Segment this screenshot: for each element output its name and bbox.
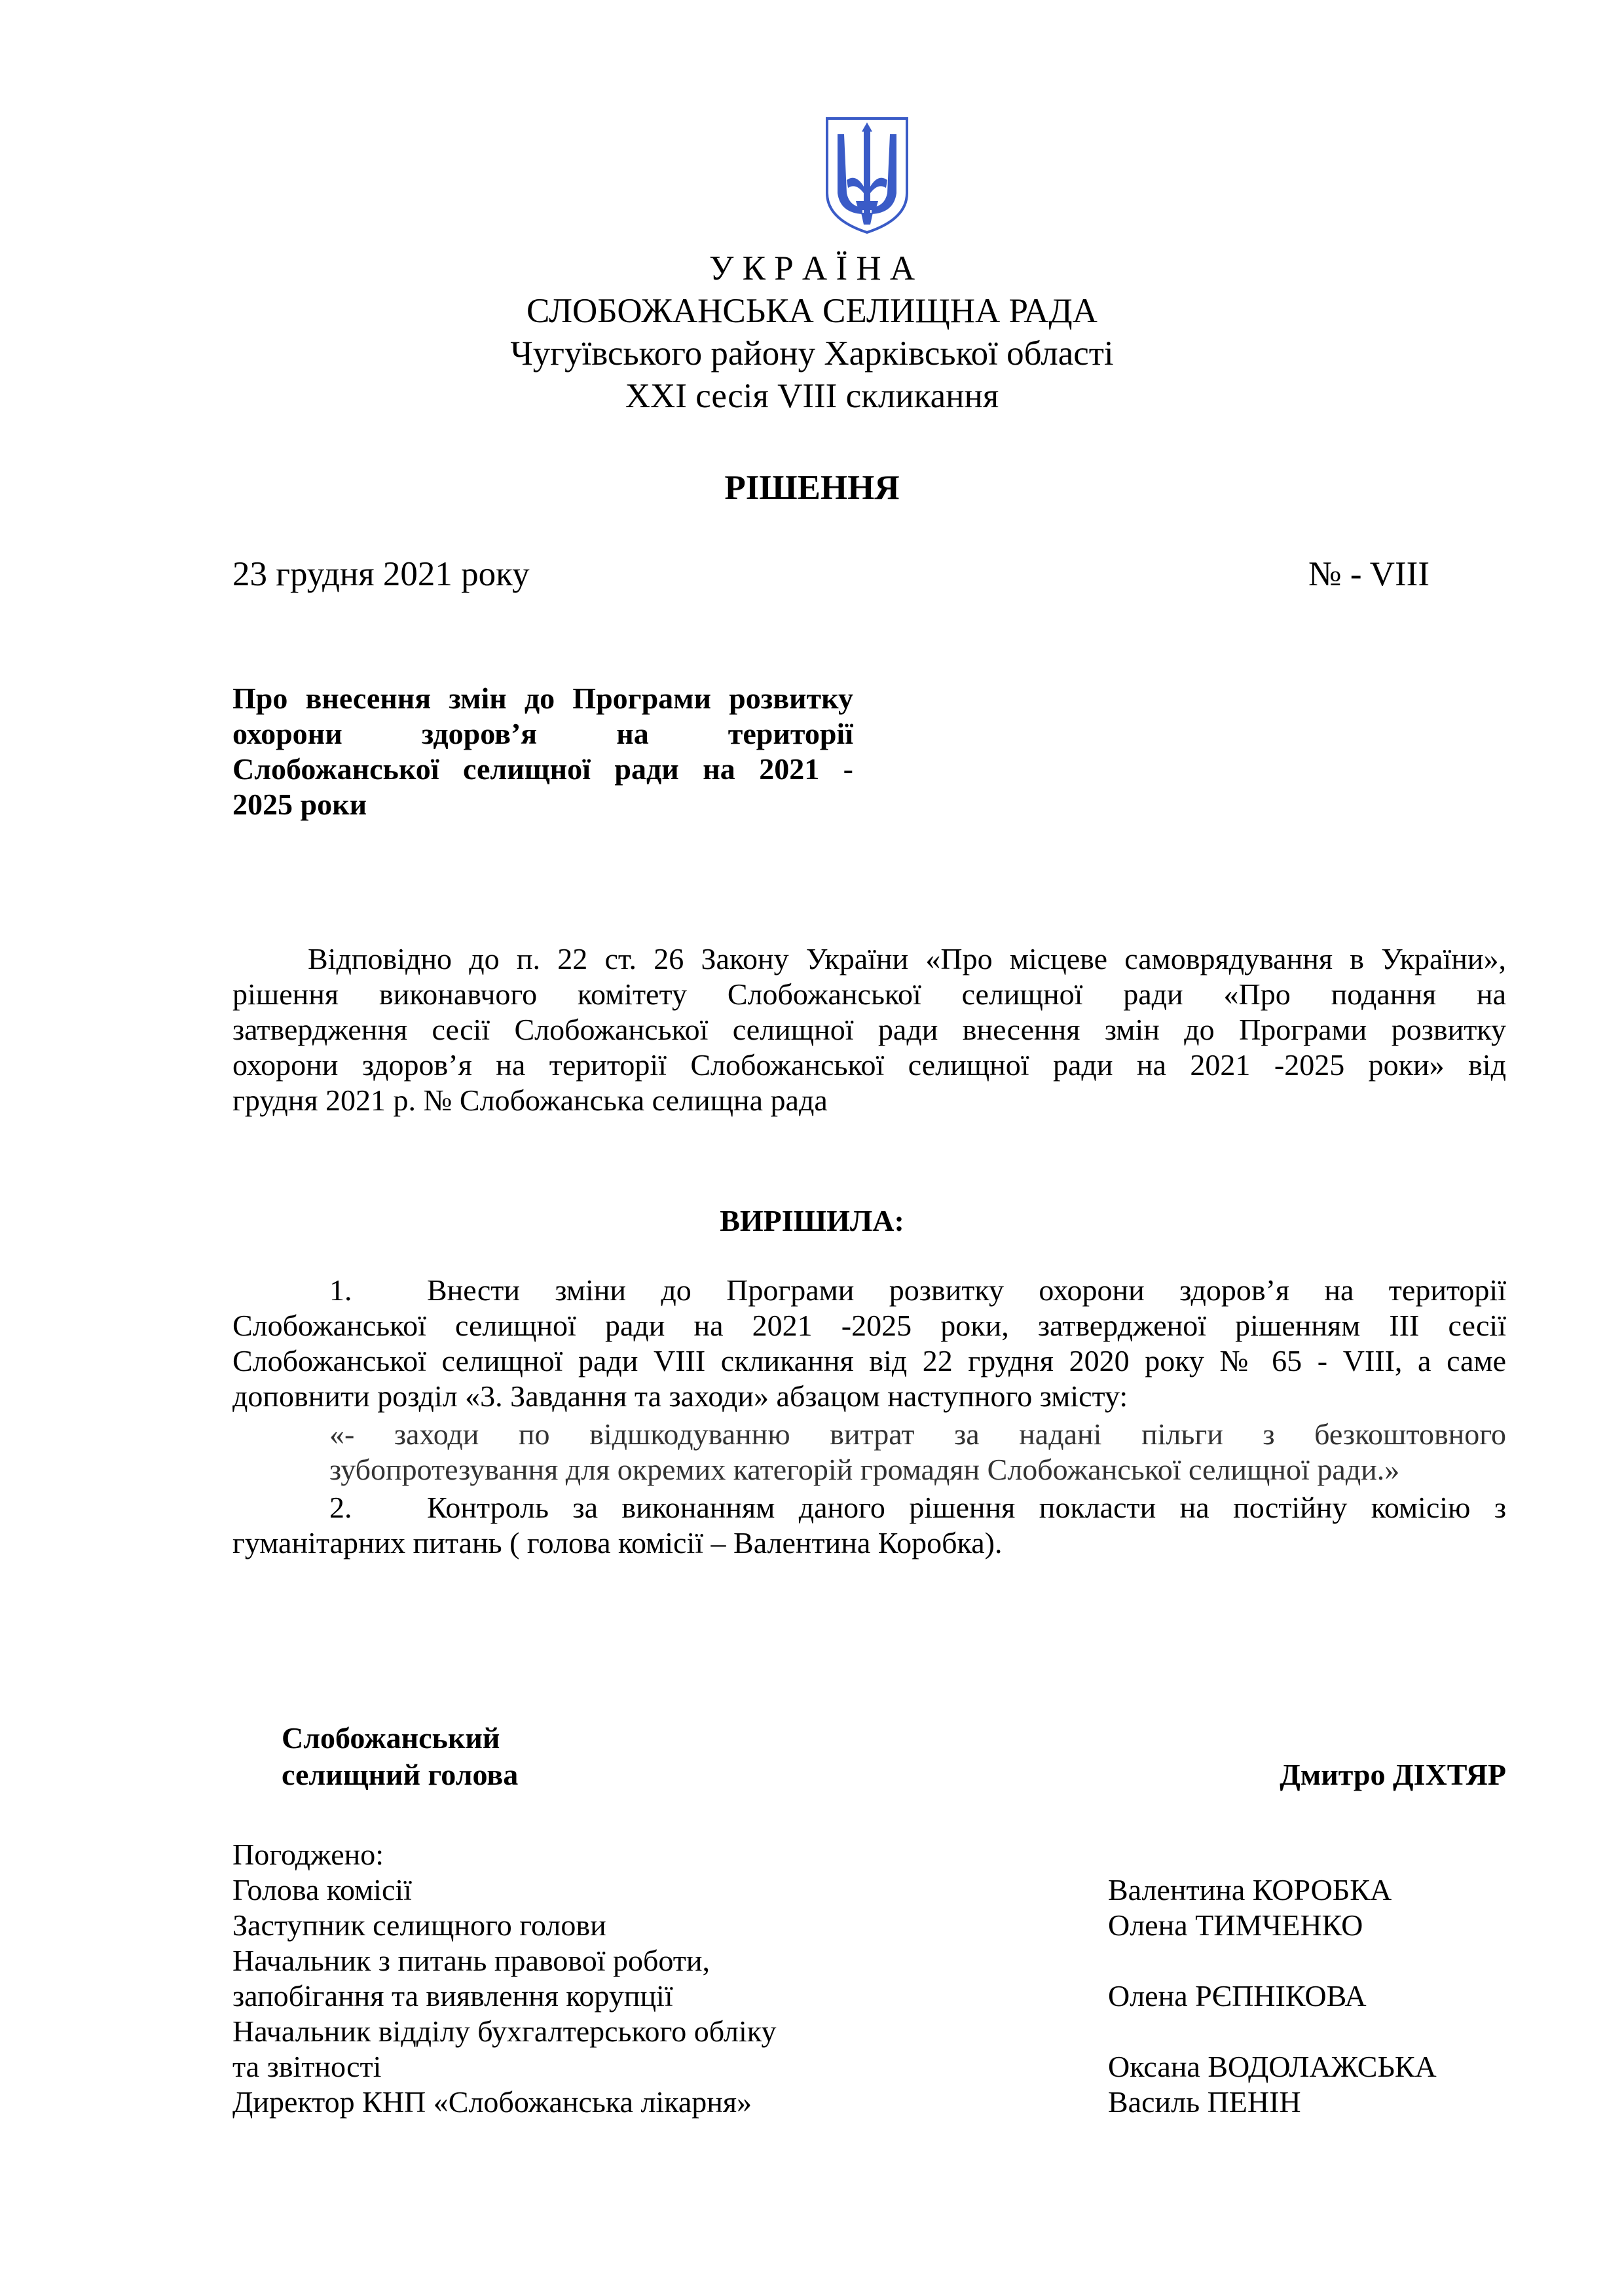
signatory-title: Слобожанський <box>282 1721 500 1755</box>
item1-line: Внести зміни до Програми розвитку охорони здоров’я на території <box>427 1273 1506 1307</box>
approval-position: Заступник селищного голови <box>232 1908 606 1942</box>
approval-position: Директор КНП «Слобожанська лікарня» <box>232 2085 752 2119</box>
approval-position: запобігання та виявлення корупції <box>232 1979 673 2013</box>
preamble-line: рішення виконавчого комітету Слобожанської селищної ради «Про подання на <box>232 977 1506 1011</box>
item2-line: гуманітарних питань ( голова комісії – Валентина Коробка). <box>232 1526 1003 1559</box>
subject-line: 2025 роки <box>232 788 367 821</box>
signatory-title: селищний голова <box>282 1758 519 1791</box>
decided-heading: ВИРІШИЛА: <box>720 1204 904 1237</box>
item1-line: Слобожанської селищної ради на 2021 -2025 роки, затвердженої рішенням III сесії <box>232 1309 1506 1342</box>
decision-date: 23 грудня 2021 року <box>232 555 530 593</box>
preamble-line: затвердження сесії Слобожанської селищної ради внесення змін до Програми розвитку <box>232 1013 1506 1046</box>
subject-line: Слобожанської селищної ради на 2021 - <box>232 752 853 786</box>
approval-position: Голова комісії <box>232 1873 412 1906</box>
country-name: У К Р А Ї Н А <box>709 249 915 287</box>
approval-name: Оксана ВОДОЛАЖСЬКА <box>1108 2050 1437 2083</box>
preamble-line: охорони здоров’я на території Слобожанської селищної ради на 2021 -2025 роки» від <box>232 1048 1506 1082</box>
item2-line: Контроль за виконанням даного рішення покласти на постійну комісію з <box>427 1491 1506 1524</box>
approval-name: Валентина КОРОБКА <box>1108 1873 1392 1906</box>
subject-line: Про внесення змін до Програми розвитку <box>232 682 853 715</box>
approval-name: Олена ТИМЧЕНКО <box>1108 1908 1363 1942</box>
document-type-title: РІШЕННЯ <box>724 469 900 507</box>
quoted-paragraph-line: зубопротезування для окремих категорій громадян Слобожанської селищної ради.» <box>329 1453 1400 1486</box>
council-district: Чугуївського району Харківської області <box>510 335 1114 373</box>
preamble-line: Відповідно до п. 22 ст. 26 Закону України «Про місцеве самоврядування в України», <box>308 942 1506 975</box>
decision-number: № - VIII <box>1308 555 1430 593</box>
approval-position: Начальник з питань правової роботи, <box>232 1944 710 1977</box>
approval-name: Василь ПЕНІН <box>1108 2085 1301 2119</box>
session-info: XXI сесія VIII скликання <box>625 377 999 415</box>
quoted-paragraph-line: «- заходи по відшкодуванню витрат за надані пільги з безкоштовного <box>329 1417 1506 1451</box>
preamble-line: грудня 2021 р. № Слобожанська селищна рада <box>232 1084 828 1117</box>
subject-line: охорони здоров’я на території <box>232 717 853 750</box>
approvals-heading: Погоджено: <box>232 1838 384 1871</box>
tryzub-icon <box>823 115 911 236</box>
item1-line: Слобожанської селищної ради VIII скликання від 22 грудня 2020 року № 65 - VIII, а саме <box>232 1344 1506 1377</box>
council-name: СЛОБОЖАНСЬКА СЕЛИЩНА РАДА <box>526 292 1098 330</box>
approval-name: Олена РЄПНІКОВА <box>1108 1979 1367 2013</box>
item-number: 2. <box>329 1491 352 1524</box>
approval-position: Начальник відділу бухгалтерського обліку <box>232 2014 777 2048</box>
coat-of-arms-emblem <box>823 115 911 236</box>
signatory-name: Дмитро ДІХТЯР <box>1280 1758 1506 1791</box>
approval-position: та звітності <box>232 2050 382 2083</box>
item1-line: доповнити розділ «3. Завдання та заходи» абзацом наступного змісту: <box>232 1379 1128 1413</box>
item-number: 1. <box>329 1273 352 1307</box>
